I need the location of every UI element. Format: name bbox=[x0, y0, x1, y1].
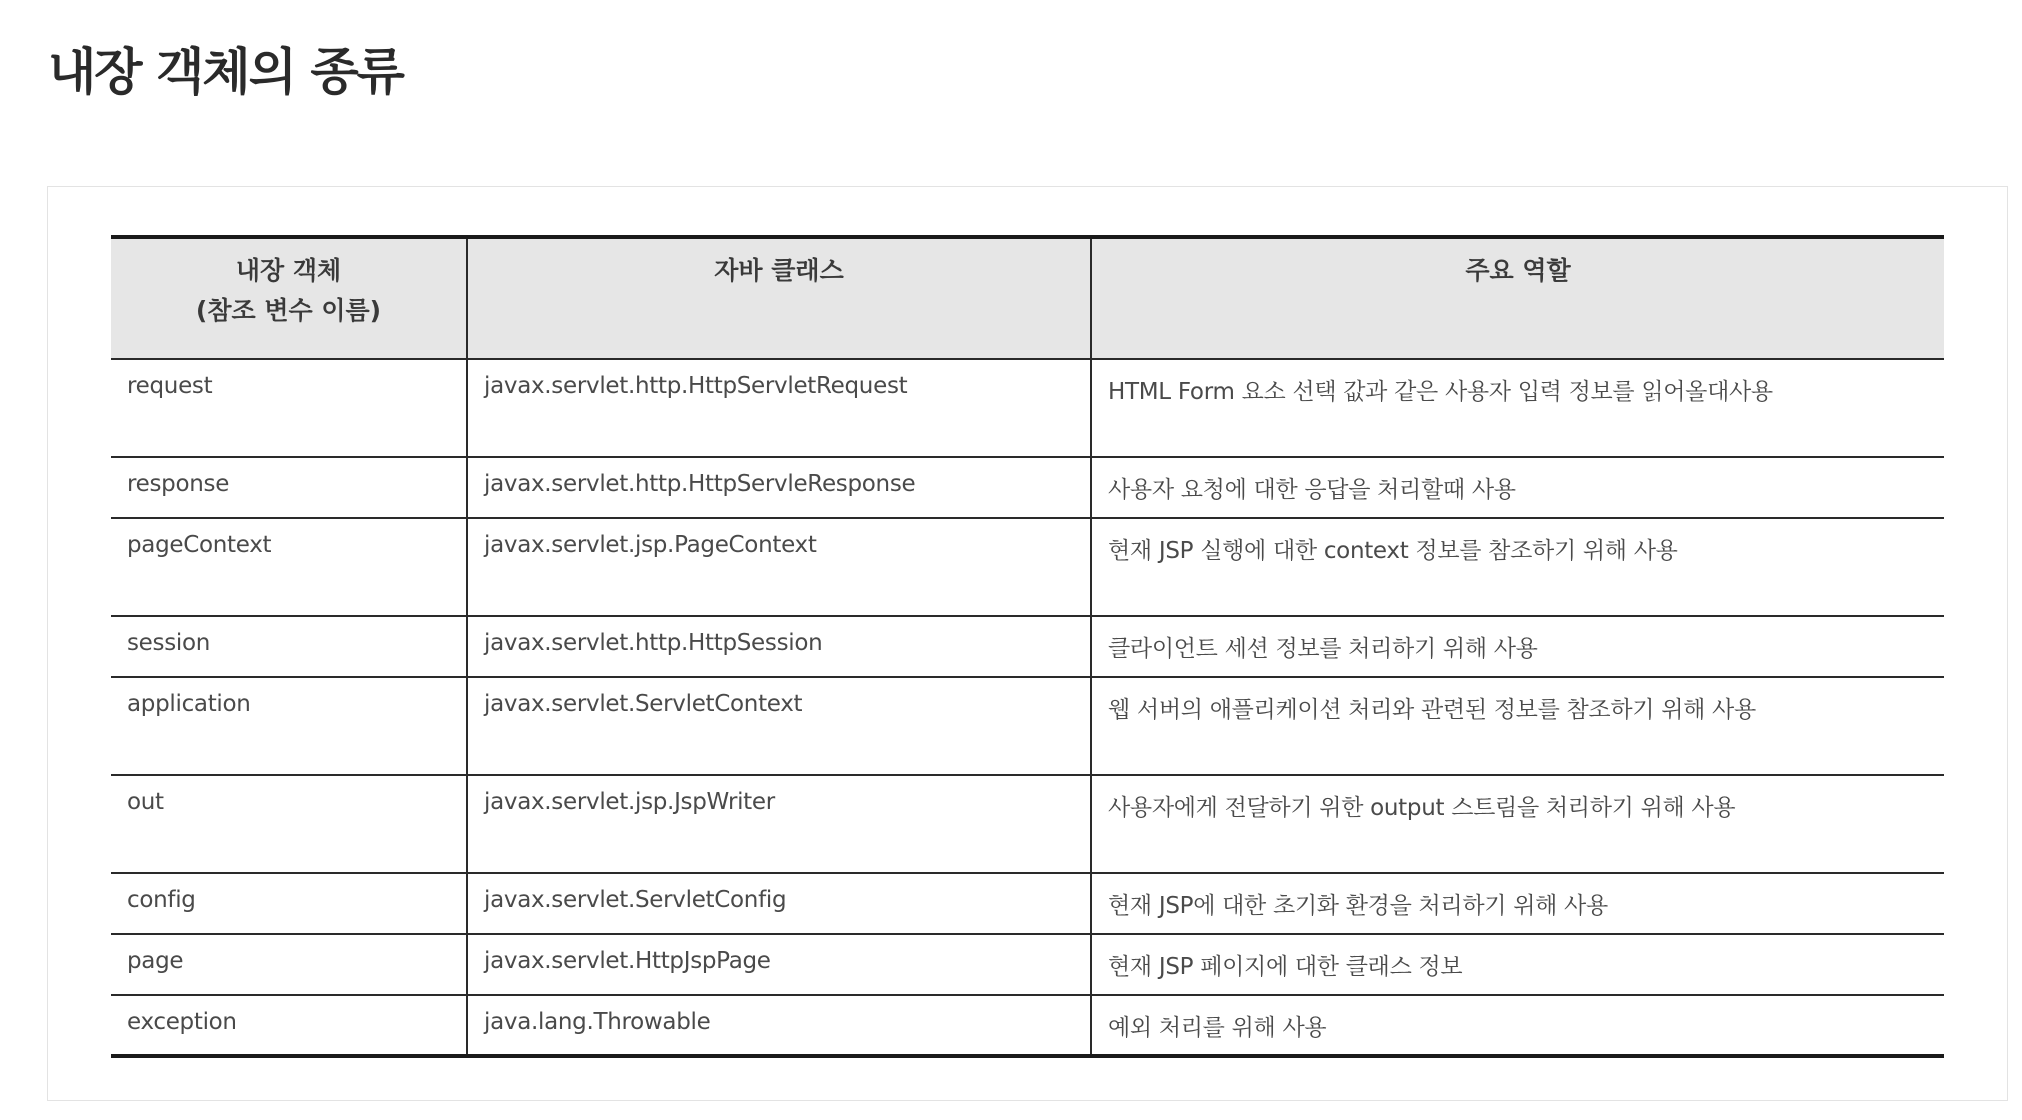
builtin-objects-table bbox=[111, 235, 1944, 1058]
object-name-cell: out bbox=[111, 775, 467, 873]
java-class-cell: javax.servlet.jsp.PageContext bbox=[467, 518, 1091, 616]
object-name-cell: application bbox=[111, 677, 467, 775]
object-name-cell: config bbox=[111, 873, 467, 934]
java-class-cell: java.lang.Throwable bbox=[467, 995, 1091, 1056]
java-class-cell: javax.servlet.ServletConfig bbox=[467, 873, 1091, 934]
java-class-cell: javax.servlet.http.HttpServletRequest bbox=[467, 359, 1091, 457]
page-title: 내장 객체의 종류 bbox=[48, 43, 403, 101]
table-row bbox=[111, 359, 1944, 457]
java-class-cell: javax.servlet.http.HttpSession bbox=[467, 616, 1091, 677]
object-name-cell: response bbox=[111, 457, 467, 518]
object-name-cell: session bbox=[111, 616, 467, 677]
table-row bbox=[111, 873, 1944, 934]
role-cell: 사용자 요청에 대한 응답을 처리할때 사용 bbox=[1091, 457, 1944, 518]
table-row bbox=[111, 518, 1944, 616]
header-builtin-object-line2: (참조 변수 이름) bbox=[195, 296, 382, 325]
table-row bbox=[111, 677, 1944, 775]
object-name-cell: pageContext bbox=[111, 518, 467, 616]
java-class-cell: javax.servlet.jsp.JspWriter bbox=[467, 775, 1091, 873]
table-row bbox=[111, 934, 1944, 995]
header-java-class: 자바 클래스 bbox=[467, 237, 1091, 359]
table-row bbox=[111, 457, 1944, 518]
header-builtin-object bbox=[111, 237, 467, 359]
table-row bbox=[111, 616, 1944, 677]
object-name-cell: exception bbox=[111, 995, 467, 1056]
java-class-cell: javax.servlet.ServletContext bbox=[467, 677, 1091, 775]
role-cell: 사용자에게 전달하기 위한 output 스트림을 처리하기 위해 사용 bbox=[1091, 775, 1944, 873]
header-builtin-object-line1: 내장 객체 bbox=[235, 256, 342, 285]
role-cell: 웹 서버의 애플리케이션 처리와 관련된 정보를 참조하기 위해 사용 bbox=[1091, 677, 1944, 775]
java-class-cell: javax.servlet.http.HttpServleResponse bbox=[467, 457, 1091, 518]
java-class-cell: javax.servlet.HttpJspPage bbox=[467, 934, 1091, 995]
table-row bbox=[111, 995, 1944, 1056]
role-cell: 현재 JSP 페이지에 대한 클래스 정보 bbox=[1091, 934, 1944, 995]
object-name-cell: request bbox=[111, 359, 467, 457]
role-cell: 예외 처리를 위해 사용 bbox=[1091, 995, 1944, 1056]
object-name-cell: page bbox=[111, 934, 467, 995]
role-cell: 클라이언트 세션 정보를 처리하기 위해 사용 bbox=[1091, 616, 1944, 677]
table-figure bbox=[47, 186, 2008, 1101]
role-cell: 현재 JSP 실행에 대한 context 정보를 참조하기 위해 사용 bbox=[1091, 518, 1944, 616]
role-cell: HTML Form 요소 선택 값과 같은 사용자 입력 정보를 읽어올대사용 bbox=[1091, 359, 1944, 457]
table-row bbox=[111, 775, 1944, 873]
role-cell: 현재 JSP에 대한 초기화 환경을 처리하기 위해 사용 bbox=[1091, 873, 1944, 934]
table-header-row bbox=[111, 237, 1944, 359]
header-role: 주요 역할 bbox=[1091, 237, 1944, 359]
